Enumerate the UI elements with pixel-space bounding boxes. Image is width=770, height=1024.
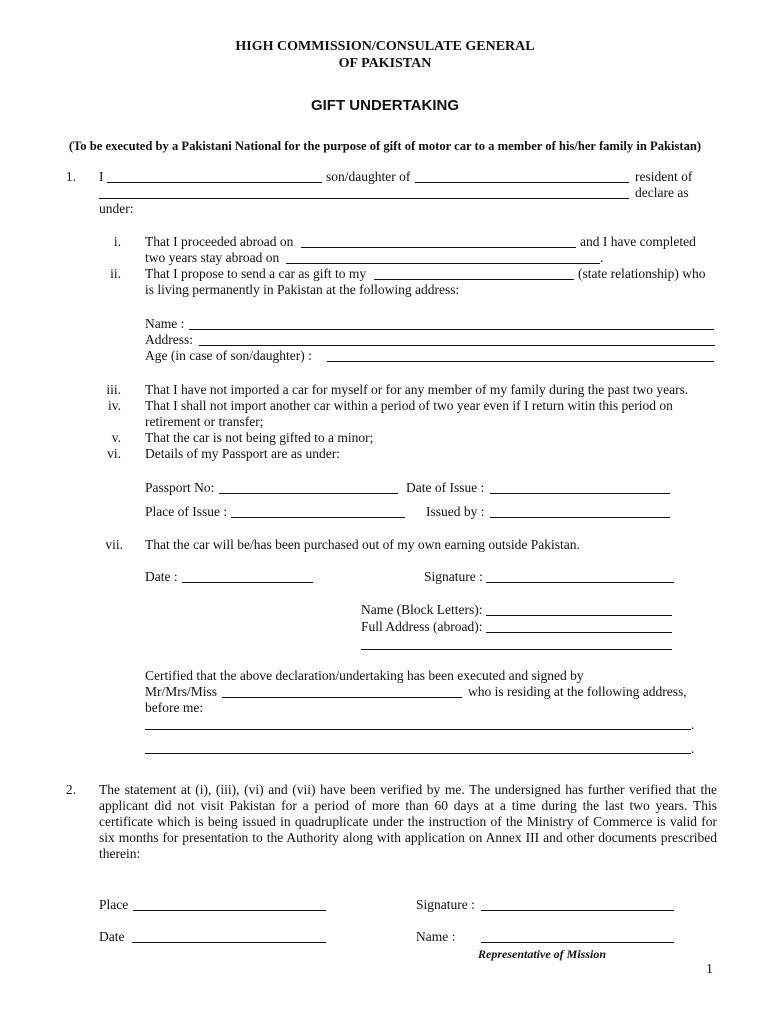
certified-person-name-field[interactable] <box>222 697 462 698</box>
proceeded-abroad-date-field[interactable] <box>301 247 576 248</box>
declarant-signature-label: Signature : <box>424 569 483 584</box>
item-i-stay-label: two years stay abroad on <box>145 250 280 265</box>
full-address-label: Full Address (abroad): <box>361 619 483 634</box>
representative-of-mission-label: Representative of Mission <box>478 947 606 961</box>
item-ii-relationship-label: (state relationship) who <box>578 266 706 281</box>
place-of-issue-label: Place of Issue : <box>145 504 228 519</box>
item-vi-number: vi. <box>107 446 121 461</box>
item-v-number: v. <box>111 430 121 445</box>
section-1-number: 1. <box>65 169 76 184</box>
item-iv-text-cont: retirement or transfer; <box>145 414 264 429</box>
declare-as-label: declare as <box>635 185 689 200</box>
item-vii-number: vii. <box>105 537 123 552</box>
resident-of-label: resident of <box>635 169 693 184</box>
item-iii-text: That I have not imported a car for myself or for any member of my family during the past two years. <box>145 382 689 397</box>
place-field[interactable] <box>133 910 326 911</box>
declarant-date-label: Date : <box>145 569 178 584</box>
under-label: under: <box>99 201 134 216</box>
passport-no-field[interactable] <box>219 493 398 494</box>
before-me-label: before me: <box>145 700 204 715</box>
representative-name-field[interactable] <box>481 942 674 943</box>
passport-no-label: Passport No: <box>145 480 215 495</box>
header-authority-line2: OF PAKISTAN <box>338 56 432 71</box>
place-of-issue-field[interactable] <box>231 517 405 518</box>
item-vi-text: Details of my Passport are as under: <box>145 446 340 461</box>
parent-name-field[interactable] <box>415 182 629 183</box>
item-v-text: That the car is not being gifted to a minor; <box>145 430 374 445</box>
recipient-age-field[interactable] <box>327 361 714 362</box>
issued-by-field[interactable] <box>490 517 670 518</box>
item-i-number: i. <box>113 234 121 249</box>
relationship-field[interactable] <box>374 279 574 280</box>
recipient-name-field[interactable] <box>189 329 714 330</box>
i-label: I <box>99 169 104 184</box>
page-number: 1 <box>706 962 713 977</box>
certified-address-field-1[interactable] <box>145 729 691 730</box>
item-ii-number: ii. <box>110 266 121 281</box>
declarant-signature-field[interactable] <box>486 582 674 583</box>
name-block-letters-field[interactable] <box>486 615 672 616</box>
certified-address-dot-1: . <box>691 717 695 732</box>
item-i-text: That I proceeded abroad on <box>145 234 294 249</box>
verification-paragraph: The statement at (i), (iii), (vi) and (vii) have been verified by me. The undersigned has further verified that the applicant did not visit Pakistan for a period of more than 60 days at a time during the last two years. This certificate which is being issued in quadruplicate under the instruction of the Ministry of Commerce is valid for six months for presentation to the Authority along with application on Annex III and other documents prescribed therein: <box>99 782 717 861</box>
recipient-address-label: Address: <box>145 332 193 347</box>
item-iv-text: That I shall not import another car within a period of two year even if I return witin this period on <box>145 398 673 413</box>
full-address-field-line2[interactable] <box>361 649 672 650</box>
recipient-address-field[interactable] <box>199 345 715 346</box>
item-ii-address-label: is living permanently in Pakistan at the following address: <box>145 282 460 297</box>
mr-mrs-miss-label: Mr/Mrs/Miss <box>145 684 218 699</box>
item-iii-number: iii. <box>106 382 121 397</box>
full-address-field[interactable] <box>486 632 672 633</box>
son-daughter-label: son/daughter of <box>326 169 411 184</box>
issued-by-label: Issued by : <box>426 504 485 519</box>
date-field[interactable] <box>132 942 326 943</box>
declarant-name-field[interactable] <box>107 182 322 183</box>
certified-text: Certified that the above declaration/undertaking has been executed and signed by <box>145 668 584 683</box>
place-label: Place <box>99 897 129 912</box>
item-vii-text: That the car will be/has been purchased out of my own earning outside Pakistan. <box>145 537 580 552</box>
declarant-date-field[interactable] <box>182 582 313 583</box>
item-ii-text: That I propose to send a car as gift to my <box>145 266 367 281</box>
date-of-issue-field[interactable] <box>490 493 670 494</box>
representative-signature-field[interactable] <box>481 910 674 911</box>
item-i-dot: . <box>600 250 604 265</box>
recipient-name-label: Name : <box>145 316 185 331</box>
certified-address-field-2[interactable] <box>145 753 691 754</box>
header-authority-line1: HIGH COMMISSION/CONSULATE GENERAL <box>235 39 535 54</box>
intro-text: (To be executed by a Pakistani National for the purpose of gift of motor car to a member of his/her family in Pakistan) <box>68 139 702 153</box>
item-i-completed-label: and I have completed <box>580 234 696 249</box>
date-label: Date <box>99 929 125 944</box>
name-block-letters-label: Name (Block Letters): <box>361 602 483 617</box>
representative-name-label: Name : <box>416 929 456 944</box>
date-of-issue-label: Date of Issue : <box>406 480 485 495</box>
representative-signature-label: Signature : <box>416 897 475 912</box>
recipient-age-label: Age (in case of son/daughter) : <box>145 348 312 363</box>
section-2-number: 2. <box>65 782 76 797</box>
stay-abroad-field[interactable] <box>286 263 600 264</box>
document-title: GIFT UNDERTAKING <box>310 97 460 114</box>
certified-address-dot-2: . <box>691 741 695 756</box>
item-iv-number: iv. <box>108 398 121 413</box>
residence-field[interactable] <box>99 198 629 199</box>
residing-address-label: who is residing at the following address, <box>468 684 687 699</box>
